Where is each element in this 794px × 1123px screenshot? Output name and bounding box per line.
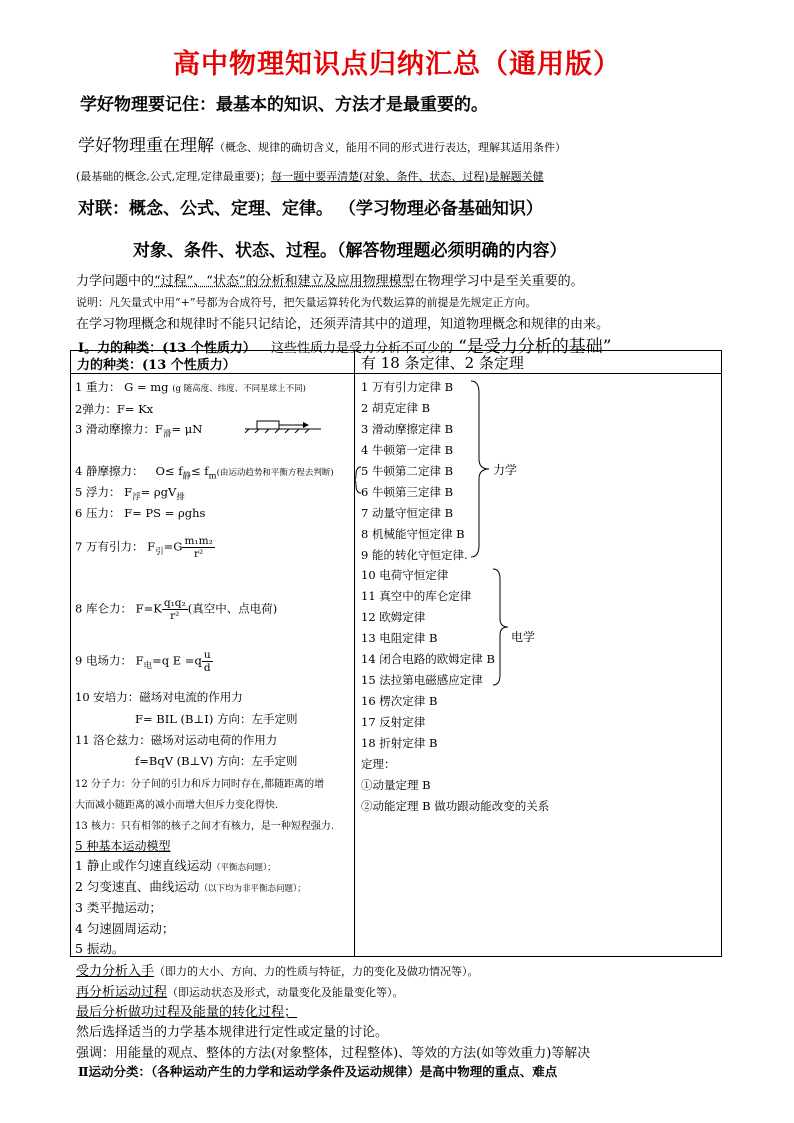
concept-line: 在学习物理概念和规律时不能只记结论，还须弄清其中的道理，知道物理概念和规律的由来。 <box>76 317 610 332</box>
force-gravitation: 7 万有引力： $F_引=G$ $\frac{\text{m₁m₂}}{\text{r²}}$ <box>75 535 213 560</box>
force-static-friction: 4 静摩擦力： $O\le f_静\le f_m$(由运动趋势和平衡方程去判断) <box>75 464 334 482</box>
section1-c: “是受力分析的基础” <box>458 337 612 357</box>
law-item: 定理： <box>361 757 396 771</box>
mechanics-line-b: “过程”、“状态”的分析和建立及应用物理模型 <box>154 274 415 289</box>
after-5: 强调：用能量的观点、整体的方法(对象整体，过程整体)、等效的方法(如等效重力)等解决 <box>76 1046 591 1061</box>
after-4: 然后选择适当的力学基本规律进行定性或定量的讨论。 <box>76 1025 389 1040</box>
law-item: ②动能定理 B 做功跟动能改变的关系 <box>361 799 550 813</box>
table-header-rule <box>71 373 721 374</box>
law-item: ①动量定理 B <box>361 778 431 792</box>
force-coulomb: 8 库仑力： F=K $\frac{\text{q₁q₂}}{\text{r²}}$ (真空中、点电荷) <box>75 597 278 622</box>
after-2: 再分析运动过程（即运动状态及形式，动量变化及能量变化等）。 <box>76 985 404 1000</box>
law-item: 12 欧姆定律 <box>361 610 426 624</box>
force-lorentz-formula: f=BqV (B⊥V) 方向：左手定则 <box>135 754 298 768</box>
after-3: 最后分析做功过程及能量的转化过程； <box>76 1005 298 1020</box>
force-electric-field: 9 电场力： $F_电=q$ E =q $\frac{u}{d}$ <box>75 649 211 674</box>
electric-fraction: $\frac{u}{d}$ <box>203 649 211 674</box>
table-divider <box>354 351 355 956</box>
note-line: 说明：凡矢量式中用“+”号都为合成符号，把矢量运算转化为代数运算的前提是先规定正方向。 <box>76 296 537 309</box>
basic-line <box>76 168 544 184</box>
section1-b: 这些性质力是受力分析不可少的 <box>270 341 453 356</box>
mechanics-line-c: 在物理学习中是至关重要的。 <box>414 274 584 289</box>
section1-a: Ⅰ。力的种类：(13 个性质力） <box>78 341 256 356</box>
law-item: 3 滑动摩擦定律 B <box>361 422 454 436</box>
couplet-2: 对象、条件、状态、过程。（解答物理题必须明确的内容） <box>133 241 567 261</box>
left-header: 力的种类：(13 个性质力） <box>77 358 236 373</box>
gravitation-fraction: $\frac{\text{m₁m₂}}{\text{r²}}$ <box>184 535 213 560</box>
force-sliding-friction: 3 滑动摩擦力：$F_滑= \mu N$ <box>75 422 203 440</box>
force-buoyancy: 5 浮力： $F_浮= \rho gV_排$ <box>75 485 185 503</box>
force-lorentz: 11 洛仑兹力：磁场对运动电荷的作用力 <box>75 733 278 747</box>
couplet-1: 对联：概念、公式、定理、定律。 （学习物理必备基础知识） <box>78 199 543 219</box>
model-1: 1 静止或作匀速直线运动（平衡态问题）； <box>75 858 276 873</box>
law-item: 14 闭合电路的欧姆定律 B <box>361 652 495 666</box>
law-item: 2 胡克定律 B <box>361 401 431 415</box>
law-item: 10 电荷守恒定律 <box>361 568 449 582</box>
force-gravity: 1 重力： G = mg (g 随高度、纬度、不同星球上不同) <box>75 380 306 394</box>
force-pressure: 6 压力： F= PS = ρghs <box>75 506 206 520</box>
law-item: 11 真空中的库仑定律 <box>361 589 472 603</box>
model-5: 5 振动。 <box>75 941 125 956</box>
model-2: 2 匀变速直、曲线运动（以下均为非平衡态问题）； <box>75 879 306 894</box>
force-molecular: 12 分子力：分子间的引力和斥力同时存在,都随距离的增 <box>75 779 325 790</box>
electric-brace <box>491 567 511 687</box>
basic-line-a: (最基础的概念,公式,定理,定律最重要)； <box>76 170 272 183</box>
force-elastic: 2弹力：F= Kx <box>75 402 154 416</box>
mechanics-line-a: 力学问题中的 <box>76 274 155 289</box>
law-item: 15 法拉第电磁感应定律 <box>361 673 483 687</box>
models-title: 5 种基本运动模型 <box>75 839 171 853</box>
law-item: 6 牛顿第三定律 B <box>361 485 454 499</box>
mechanics-label: 力学 <box>493 463 518 477</box>
mechanics-brace <box>469 379 493 559</box>
law-item: 17 反射定律 <box>361 715 426 729</box>
law-item: 9 能的转化守恒定律. <box>361 548 468 562</box>
law-item: 5 牛顿第二定律 B <box>361 464 454 478</box>
law-item: 4 牛顿第一定律 B <box>361 443 454 457</box>
after-6: Ⅱ运动分类：（各种运动产生的力学和运动学条件及运动规律）是高中物理的重点、难点 <box>78 1064 558 1079</box>
mechanics-line <box>76 270 584 289</box>
law-item: 8 机械能守恒定律 B <box>361 527 465 541</box>
law-item: 1 万有引力定律 B <box>361 380 454 394</box>
forces-laws-table <box>70 350 722 957</box>
law-item: 7 动量守恒定律 B <box>361 506 454 520</box>
understand-line <box>78 131 566 156</box>
remember-line: 学好物理要记住：最基本的知识、方法才是最重要的。 <box>80 95 488 115</box>
basic-line-b: 每一题中要弄清楚(对象、条件、状态、过程)是解题关健 <box>271 170 544 183</box>
law-item: 18 折射定律 B <box>361 736 438 750</box>
sliding-block-diagram <box>243 417 323 433</box>
page-title: 高中物理知识点归纳汇总（通用版） <box>173 49 621 80</box>
model-4: 4 匀速圆周运动； <box>75 921 175 936</box>
force-molecular-cont: 大而减小随距离的减小而增大但斥力变化得快. <box>75 800 279 811</box>
force-nuclear: 13 核力：只有相邻的核子之间才有核力，是一种短程强力. <box>75 821 335 832</box>
law-item: 16 楞次定律 B <box>361 694 438 708</box>
electric-label: 电学 <box>511 630 536 644</box>
model-3: 3 类平抛运动； <box>75 900 162 915</box>
law-item: 13 电阻定律 B <box>361 631 438 645</box>
force-ampere: 10 安培力：磁场对电流的作用力 <box>75 690 243 704</box>
after-1: 受力分析入手（即力的大小、方向、力的性质与特征，力的变化及做功情况等）。 <box>76 964 479 979</box>
coulomb-fraction: $\frac{\text{q₁q₂}}{\text{r²}}$ <box>163 597 186 622</box>
left-brace-mark <box>353 465 363 495</box>
understand-note: （概念、规律的确切含义，能用不同的形式进行表达，理解其适用条件） <box>214 141 566 154</box>
right-header: 有 18 条定律、2 条定理 <box>361 354 524 372</box>
force-ampere-formula: F= BIL (B⊥I) 方向：左手定则 <box>135 712 298 726</box>
understand-main: 学好物理重在理解 <box>78 136 214 156</box>
